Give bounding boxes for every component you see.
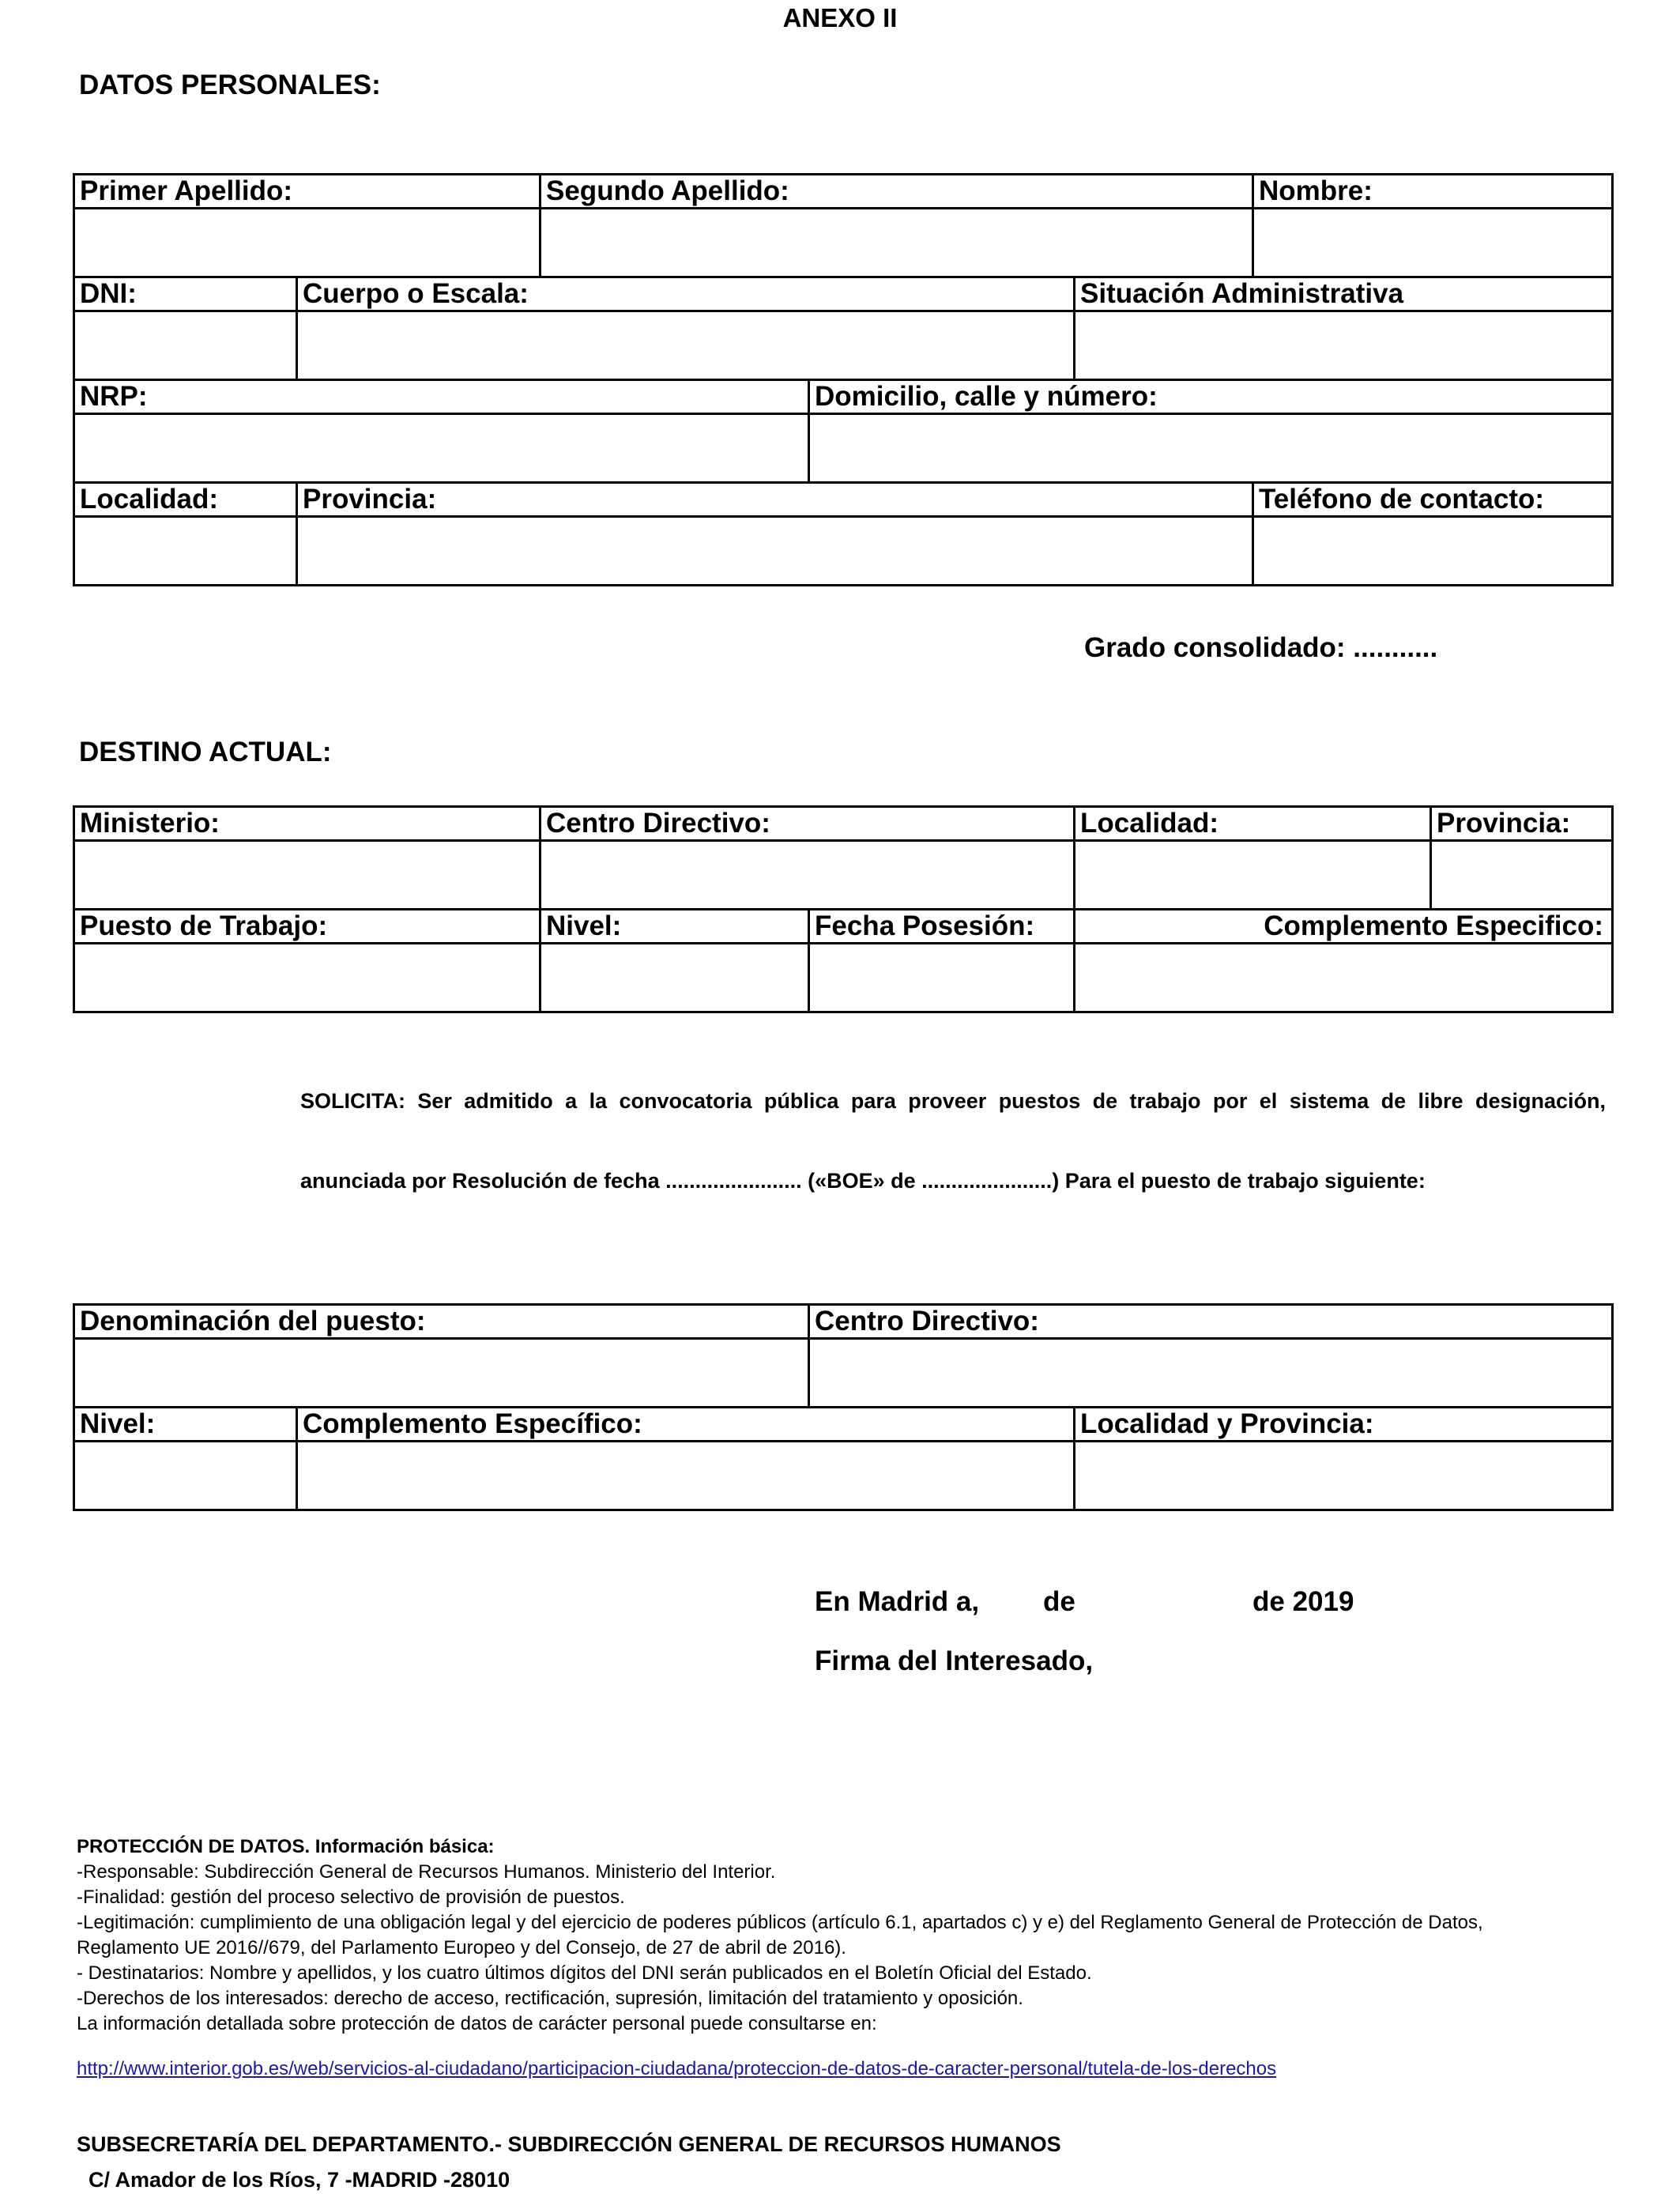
field-localidad-destino[interactable] <box>1075 841 1431 910</box>
field-primer-apellido[interactable] <box>74 209 541 277</box>
field-centro-directivo-solicitado[interactable] <box>809 1339 1613 1408</box>
privacy-line: -Legitimación: cumplimiento de una obligación legal y del ejercicio de poderes públicos (artículo 6.1, apartados c) y e) del Reglamento General de Protección de Datos, <box>77 1912 1483 1933</box>
privacy-line: -Derechos de los interesados: derecho de acceso, rectificación, supresión, limitación del tratamiento y oposición. <box>77 1988 1023 2009</box>
signature-label: Firma del Interesado, <box>815 1646 1094 1676</box>
field-telefono[interactable] <box>1253 517 1613 586</box>
section-datos-personales: DATOS PERSONALES: <box>79 70 381 100</box>
label-dni: DNI: <box>74 277 297 311</box>
footer-department: SUBSECRETARÍA DEL DEPARTAMENTO.- SUBDIRECCIÓN GENERAL DE RECURSOS HUMANOS <box>77 2132 1061 2156</box>
privacy-line: -Finalidad: gestión del proceso selectivo de provisión de puestos. <box>77 1887 625 1908</box>
field-provincia-destino[interactable] <box>1431 841 1613 910</box>
field-centro-directivo[interactable] <box>541 841 1075 910</box>
privacy-link[interactable]: http://www.interior.gob.es/web/servicios-al-ciudadano/participacion-ciudadana/proteccion-de-datos-de-caracter-personal/tutela-de-los-derechos <box>77 2058 1277 2079</box>
field-complemento-especifico[interactable] <box>1075 944 1613 1012</box>
field-ministerio[interactable] <box>74 841 541 910</box>
privacy-line: -Responsable: Subdirección General de Recursos Humanos. Ministerio del Interior. <box>77 1861 776 1883</box>
signature-place: En Madrid a, <box>815 1586 980 1617</box>
privacy-line: - Destinatarios: Nombre y apellidos, y los cuatro últimos dígitos del DNI serán publicados en el Boletín Oficial del Estado. <box>77 1962 1092 1984</box>
field-nrp[interactable] <box>74 414 809 483</box>
label-centro-directivo: Centro Directivo: <box>541 807 1075 841</box>
label-nrp: NRP: <box>74 380 809 414</box>
grado-consolidado: Grado consolidado: ........... <box>1084 632 1438 663</box>
label-provincia: Provincia: <box>297 483 1253 517</box>
field-fecha-posesion[interactable] <box>809 944 1075 1012</box>
field-nombre[interactable] <box>1253 209 1613 277</box>
label-localidad-destino: Localidad: <box>1075 807 1431 841</box>
field-nivel[interactable] <box>541 944 809 1012</box>
label-primer-apellido: Primer Apellido: <box>74 175 541 209</box>
label-domicilio: Domicilio, calle y número: <box>809 380 1613 414</box>
field-puesto-trabajo[interactable] <box>74 944 541 1012</box>
privacy-heading: PROTECCIÓN DE DATOS. Información básica: <box>77 1836 495 1857</box>
privacy-line: La información detallada sobre protección de datos de carácter personal puede consultarse en: <box>77 2013 877 2034</box>
field-localidad[interactable] <box>74 517 297 586</box>
current-post-table <box>73 805 1614 1013</box>
field-domicilio[interactable] <box>809 414 1613 483</box>
field-cuerpo-escala[interactable] <box>297 311 1075 380</box>
section-destino-actual: DESTINO ACTUAL: <box>79 737 332 767</box>
field-localidad-provincia[interactable] <box>1075 1442 1613 1510</box>
field-segundo-apellido[interactable] <box>541 209 1253 277</box>
label-fecha-posesion: Fecha Posesión: <box>809 910 1075 944</box>
label-nivel-solicitado: Nivel: <box>74 1408 297 1442</box>
label-centro-directivo-solicitado: Centro Directivo: <box>809 1305 1613 1339</box>
field-situacion-administrativa[interactable] <box>1075 311 1613 380</box>
label-localidad: Localidad: <box>74 483 297 517</box>
label-segundo-apellido: Segundo Apellido: <box>541 175 1253 209</box>
label-telefono: Teléfono de contacto: <box>1253 483 1613 517</box>
label-complemento-especifico: Complemento Especifico: <box>1075 910 1613 944</box>
label-denominacion-puesto: Denominación del puesto: <box>74 1305 809 1339</box>
signature-de-month: de <box>1043 1586 1075 1617</box>
label-localidad-provincia: Localidad y Provincia: <box>1075 1408 1613 1442</box>
document-title: ANEXO II <box>782 3 898 32</box>
label-provincia-destino: Provincia: <box>1431 807 1613 841</box>
privacy-line: Reglamento UE 2016//679, del Parlamento Europeo y del Consejo, de 27 de abril de 2016). <box>77 1937 846 1958</box>
field-provincia[interactable] <box>297 517 1253 586</box>
label-situacion-administrativa: Situación Administrativa <box>1075 277 1613 311</box>
requested-post-table <box>73 1303 1614 1511</box>
field-dni[interactable] <box>74 311 297 380</box>
solicita-line-2: anunciada por Resolución de fecha ....................... («BOE» de ......................) Para el puesto de trabajo siguiente: <box>300 1169 1426 1193</box>
label-cuerpo-escala: Cuerpo o Escala: <box>297 277 1075 311</box>
label-nivel: Nivel: <box>541 910 809 944</box>
label-ministerio: Ministerio: <box>74 807 541 841</box>
field-denominacion-puesto[interactable] <box>74 1339 809 1408</box>
label-complemento-solicitado: Complemento Específico: <box>297 1408 1075 1442</box>
label-nombre: Nombre: <box>1253 175 1613 209</box>
solicita-line-1: SOLICITA: Ser admitido a la convocatoria pública para proveer puestos de trabajo por el sistema de libre designación, <box>300 1089 1606 1113</box>
field-complemento-solicitado[interactable] <box>297 1442 1075 1510</box>
signature-year: de 2019 <box>1252 1586 1354 1617</box>
personal-data-table <box>73 173 1614 586</box>
field-nivel-solicitado[interactable] <box>74 1442 297 1510</box>
label-puesto-trabajo: Puesto de Trabajo: <box>74 910 541 944</box>
footer-address: C/ Amador de los Ríos, 7 -MADRID -28010 <box>89 2168 510 2192</box>
